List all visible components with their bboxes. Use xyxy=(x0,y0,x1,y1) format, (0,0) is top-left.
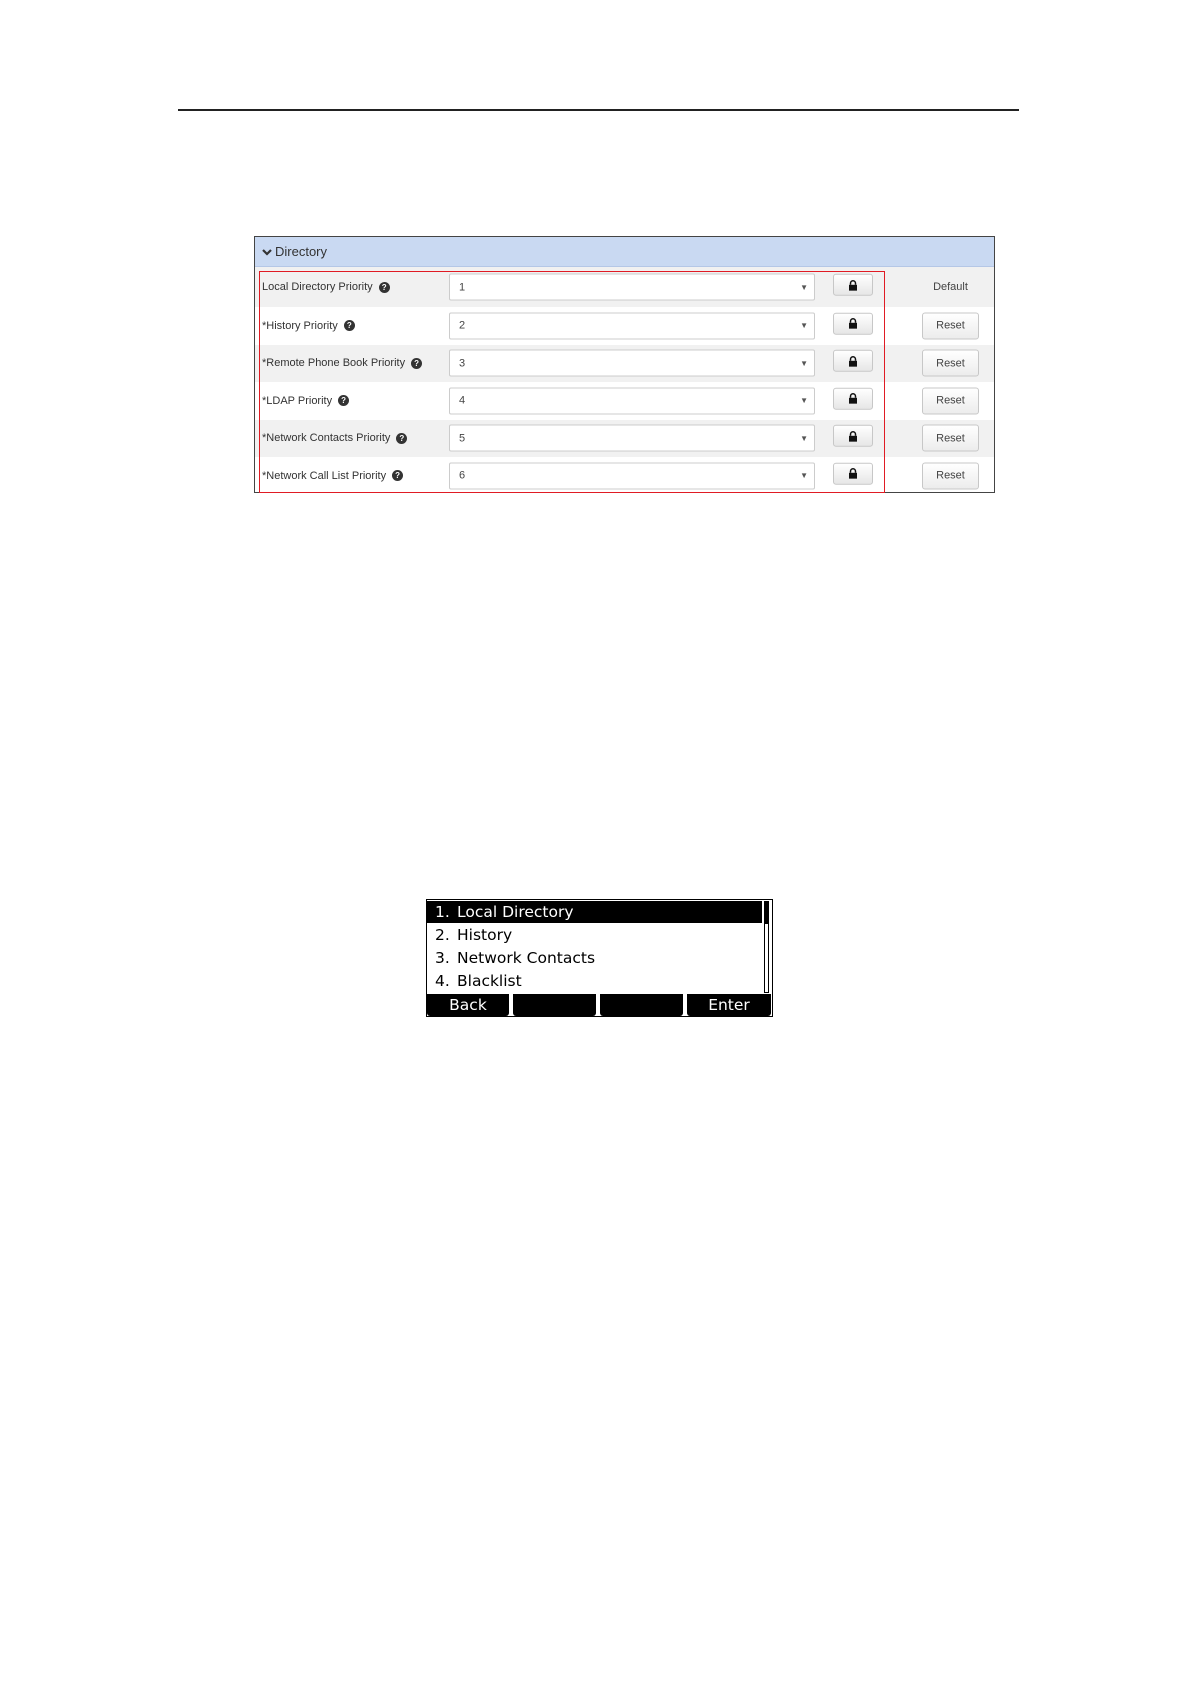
dropdown-arrow-icon: ▼ xyxy=(800,396,808,406)
lcd-list-item[interactable]: 1. Local Directory xyxy=(427,901,762,923)
priority-select[interactable]: 1 ▼ xyxy=(449,274,815,301)
help-icon[interactable]: ? xyxy=(379,282,390,293)
directory-panel xyxy=(254,236,995,493)
priority-select[interactable]: 4 ▼ xyxy=(449,387,815,414)
help-icon[interactable]: ? xyxy=(344,320,355,331)
directory-row xyxy=(255,267,994,307)
row-label: *Network Contacts Priority ? xyxy=(262,420,407,458)
page-header-rule xyxy=(178,109,1019,111)
directory-row xyxy=(255,382,994,420)
help-icon[interactable]: ? xyxy=(392,470,403,481)
directory-row xyxy=(255,457,994,493)
panel-title: Directory xyxy=(275,244,328,259)
reset-button[interactable]: Reset xyxy=(922,350,979,377)
priority-select[interactable]: 5 ▼ xyxy=(449,425,815,452)
chevron-down-icon xyxy=(261,246,273,258)
panel-header[interactable] xyxy=(255,237,994,267)
dropdown-arrow-icon: ▼ xyxy=(800,358,808,368)
lock-icon xyxy=(848,279,858,290)
directory-row xyxy=(255,420,994,458)
dropdown-arrow-icon: ▼ xyxy=(800,471,808,481)
phone-lcd-screen xyxy=(426,899,773,1017)
dropdown-arrow-icon: ▼ xyxy=(800,433,808,443)
directory-row xyxy=(255,307,994,345)
lock-button[interactable] xyxy=(833,313,873,335)
softkey-2[interactable] xyxy=(513,994,596,1016)
lcd-list-item[interactable]: 3. Network Contacts xyxy=(435,949,596,967)
softkey-enter[interactable]: Enter xyxy=(687,994,771,1016)
help-icon[interactable]: ? xyxy=(396,433,407,444)
lcd-list-item[interactable]: 2. History xyxy=(435,926,513,944)
softkey-back[interactable]: Back xyxy=(427,994,509,1016)
default-column-label: Default xyxy=(933,281,968,293)
lock-button[interactable] xyxy=(833,350,873,372)
reset-button[interactable]: Reset xyxy=(922,425,979,452)
reset-button[interactable]: Reset xyxy=(922,387,979,414)
lcd-scrollbar-thumb[interactable] xyxy=(765,902,768,924)
reset-button[interactable]: Reset xyxy=(922,462,979,489)
lock-button[interactable] xyxy=(833,425,873,447)
softkey-bar xyxy=(427,994,771,1016)
row-label: *History Priority ? xyxy=(262,307,355,345)
lock-icon xyxy=(848,431,858,442)
lock-button[interactable] xyxy=(833,274,873,296)
lcd-list-item[interactable]: 4. Blacklist xyxy=(435,972,522,990)
row-label: *Remote Phone Book Priority ? xyxy=(262,345,422,383)
softkey-3[interactable] xyxy=(600,994,683,1016)
priority-select[interactable]: 2 ▼ xyxy=(449,312,815,339)
lock-button[interactable] xyxy=(833,463,873,485)
lcd-scrollbar[interactable] xyxy=(764,901,769,993)
directory-row xyxy=(255,345,994,383)
row-label: Local Directory Priority ? xyxy=(262,267,390,307)
reset-button[interactable]: Reset xyxy=(922,312,979,339)
lock-icon xyxy=(848,318,858,329)
lock-icon xyxy=(848,393,858,404)
dropdown-arrow-icon: ▼ xyxy=(800,321,808,331)
help-icon[interactable]: ? xyxy=(338,395,349,406)
priority-select[interactable]: 3 ▼ xyxy=(449,350,815,377)
row-label: *Network Call List Priority ? xyxy=(262,457,403,493)
priority-select[interactable]: 6 ▼ xyxy=(449,462,815,489)
dropdown-arrow-icon: ▼ xyxy=(800,282,808,292)
row-label: *LDAP Priority ? xyxy=(262,382,349,420)
lock-icon xyxy=(848,356,858,367)
lock-button[interactable] xyxy=(833,388,873,410)
lock-icon xyxy=(848,468,858,479)
help-icon[interactable]: ? xyxy=(411,358,422,369)
